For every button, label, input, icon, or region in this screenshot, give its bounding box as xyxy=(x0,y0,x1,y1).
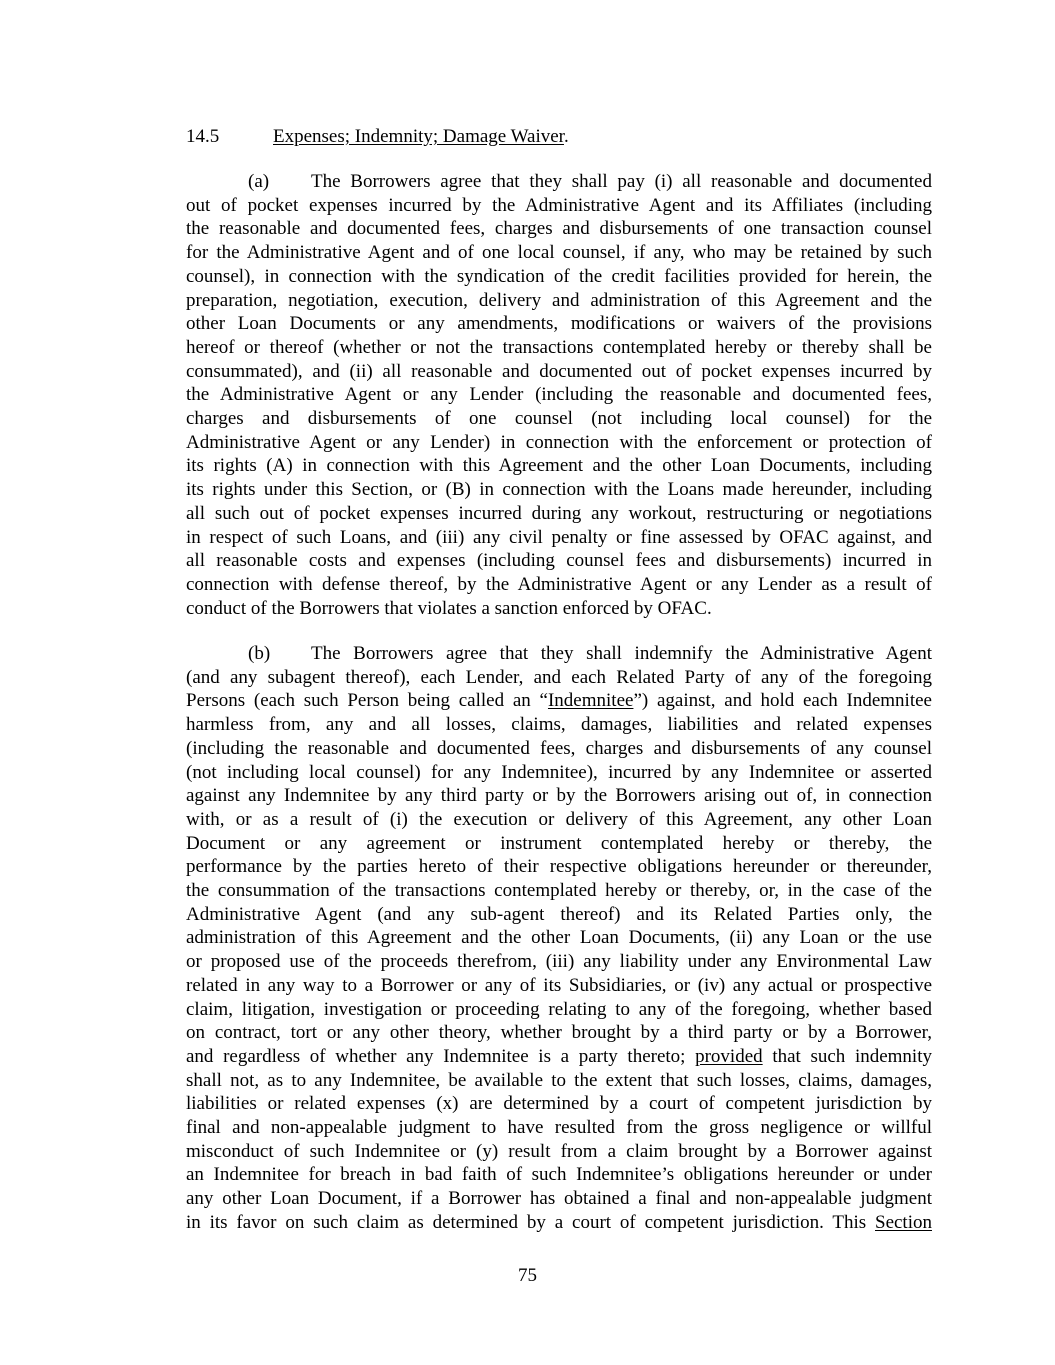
paragraph-line: (and any subagent thereof), each Lender, and each Related Party of any of the foregoing xyxy=(186,666,932,688)
paragraph-line: counsel), in connection with the syndication of the credit facilities provided for herein, the xyxy=(186,265,932,287)
paragraph-line: conduct of the Borrowers that violates a sanction enforced by OFAC. xyxy=(186,597,712,619)
paragraph-line: performance by the parties hereto of their respective obligations hereunder or thereunder, xyxy=(186,856,932,878)
paragraph-line: (a) The Borrowers agree that they shall pay (i) all reasonable and documented xyxy=(248,171,932,192)
paragraph-line: any other Loan Document, if a Borrower has obtained a final and non-appealable judgment xyxy=(186,1188,932,1210)
paragraph-line: final and non-appealable judgment to have resulted from the gross negligence or willful xyxy=(186,1117,932,1139)
paragraph-line: the consummation of the transactions contemplated hereby or thereby, or, in the case of the xyxy=(186,880,932,902)
paragraph-line: other Loan Documents or any amendments, modifications or waivers of the provisions xyxy=(186,313,932,335)
defined-term-indemnitee: Indemnitee xyxy=(547,690,634,712)
paragraph-line: (b) The Borrowers agree that they shall indemnify the Administrative Agent xyxy=(248,643,932,664)
paragraph-line: the Administrative Agent or any Lender (including the reasonable and documented fees, xyxy=(186,384,932,406)
paragraph-line: misconduct of such Indemnitee or (y) result from a claim brought by a Borrower against xyxy=(186,1140,932,1162)
page-number: 75 xyxy=(518,1265,537,1286)
paragraph-line: (including the reasonable and documented fees, charges and disbursements of any counsel xyxy=(186,737,932,759)
paragraph-line: (not including local counsel) for any Indemnitee), incurred by any Indemnitee or asserted xyxy=(186,761,932,783)
paragraph-label: (a) xyxy=(248,171,270,192)
paragraph-line: its rights under this Section, or (B) in connection with the Loans made hereunder, including xyxy=(186,479,932,501)
paragraph-line: charges and disbursements of one counsel (not including local counsel) for the xyxy=(186,408,932,430)
paragraph-line: connection with defense thereof, by the Administrative Agent or any Lender as a result of xyxy=(186,573,932,595)
section-title: Expenses; Indemnity; Damage Waiver xyxy=(273,126,564,147)
paragraph-b xyxy=(186,642,932,1235)
paragraph-line: Administrative Agent or any Lender) in connection with the enforcement or protection of xyxy=(186,431,932,453)
paragraph-line: and regardless of whether any Indemnitee is a party thereto; provided that such indemnity xyxy=(186,1045,932,1067)
paragraph-line: harmless from, any and all losses, claims, damages, liabilities and related expenses xyxy=(186,714,932,736)
paragraph-line: on contract, tort or any other theory, whether brought by a third party or by a Borrower, xyxy=(186,1022,932,1044)
paragraph-line: in its favor on such claim as determined by a court of competent jurisdiction. This Section xyxy=(186,1211,932,1233)
paragraph-line: for the Administrative Agent and of one local counsel, if any, who may be retained by such xyxy=(186,242,932,264)
section-title-suffix: . xyxy=(563,126,569,147)
paragraph-line: Persons (each such Person being called an “Indemnitee”) against, and hold each Indemnitee xyxy=(186,690,932,712)
paragraph-a xyxy=(186,170,932,620)
paragraph-line: the reasonable and documented fees, charges and disbursements of one transaction counsel xyxy=(186,218,932,240)
paragraph-line: Document or any agreement or instrument contemplated hereby or thereby, the xyxy=(186,832,932,854)
paragraph-line: all reasonable costs and expenses (including counsel fees and disbursements) incurred in xyxy=(186,550,932,572)
paragraph-line: shall not, as to any Indemnitee, be available to the extent that such losses, claims, damages, xyxy=(186,1069,932,1091)
paragraph-line: Administrative Agent (and any sub-agent thereof) and its Related Parties only, the xyxy=(186,903,932,925)
paragraph-line: preparation, negotiation, execution, delivery and administration of this Agreement and the xyxy=(186,289,932,311)
paragraph-line: claim, litigation, investigation or proceeding relating to any of the foregoing, whether based xyxy=(186,998,932,1020)
section-heading xyxy=(186,125,569,149)
paragraph-line: all such out of pocket expenses incurred during any workout, restructuring or negotiations xyxy=(186,502,932,524)
paragraph-line: out of pocket expenses incurred by the Administrative Agent and its Affiliates (including xyxy=(186,194,932,216)
paragraph-line: against any Indemnitee by any third party or by the Borrowers arising out of, in connection xyxy=(186,785,932,807)
paragraph-label: (b) xyxy=(248,643,271,664)
paragraph-line: with, or as a result of (i) the execution or delivery of this Agreement, any other Loan xyxy=(186,808,932,830)
paragraph-line: hereof or thereof (whether or not the transactions contemplated hereby or thereby shall be xyxy=(186,336,932,358)
paragraph-line: administration of this Agreement and the other Loan Documents, (ii) any Loan or the use xyxy=(186,927,932,949)
section-number: 14.5 xyxy=(186,126,220,147)
paragraph-line: consummated), and (ii) all reasonable and documented out of pocket expenses incurred by xyxy=(186,360,932,382)
paragraph-line: or proposed use of the proceeds therefrom, (iii) any liability under any Environmental Law xyxy=(186,951,932,973)
paragraph-line: its rights (A) in connection with this Agreement and the other Loan Documents, including xyxy=(186,455,932,477)
paragraph-line: in respect of such Loans, and (iii) any civil penalty or fine assessed by OFAC against, and xyxy=(186,526,932,548)
paragraph-line: an Indemnitee for breach in bad faith of such Indemnitee’s obligations hereunder or under xyxy=(186,1164,932,1186)
section-reference: Section xyxy=(875,1211,932,1233)
defined-term-provided: provided xyxy=(695,1045,763,1067)
paragraph-line: related in any way to a Borrower or any of its Subsidiaries, or (iv) any actual or prospective xyxy=(186,974,932,996)
paragraph-line: liabilities or related expenses (x) are determined by a court of competent jurisdiction by xyxy=(186,1093,932,1115)
